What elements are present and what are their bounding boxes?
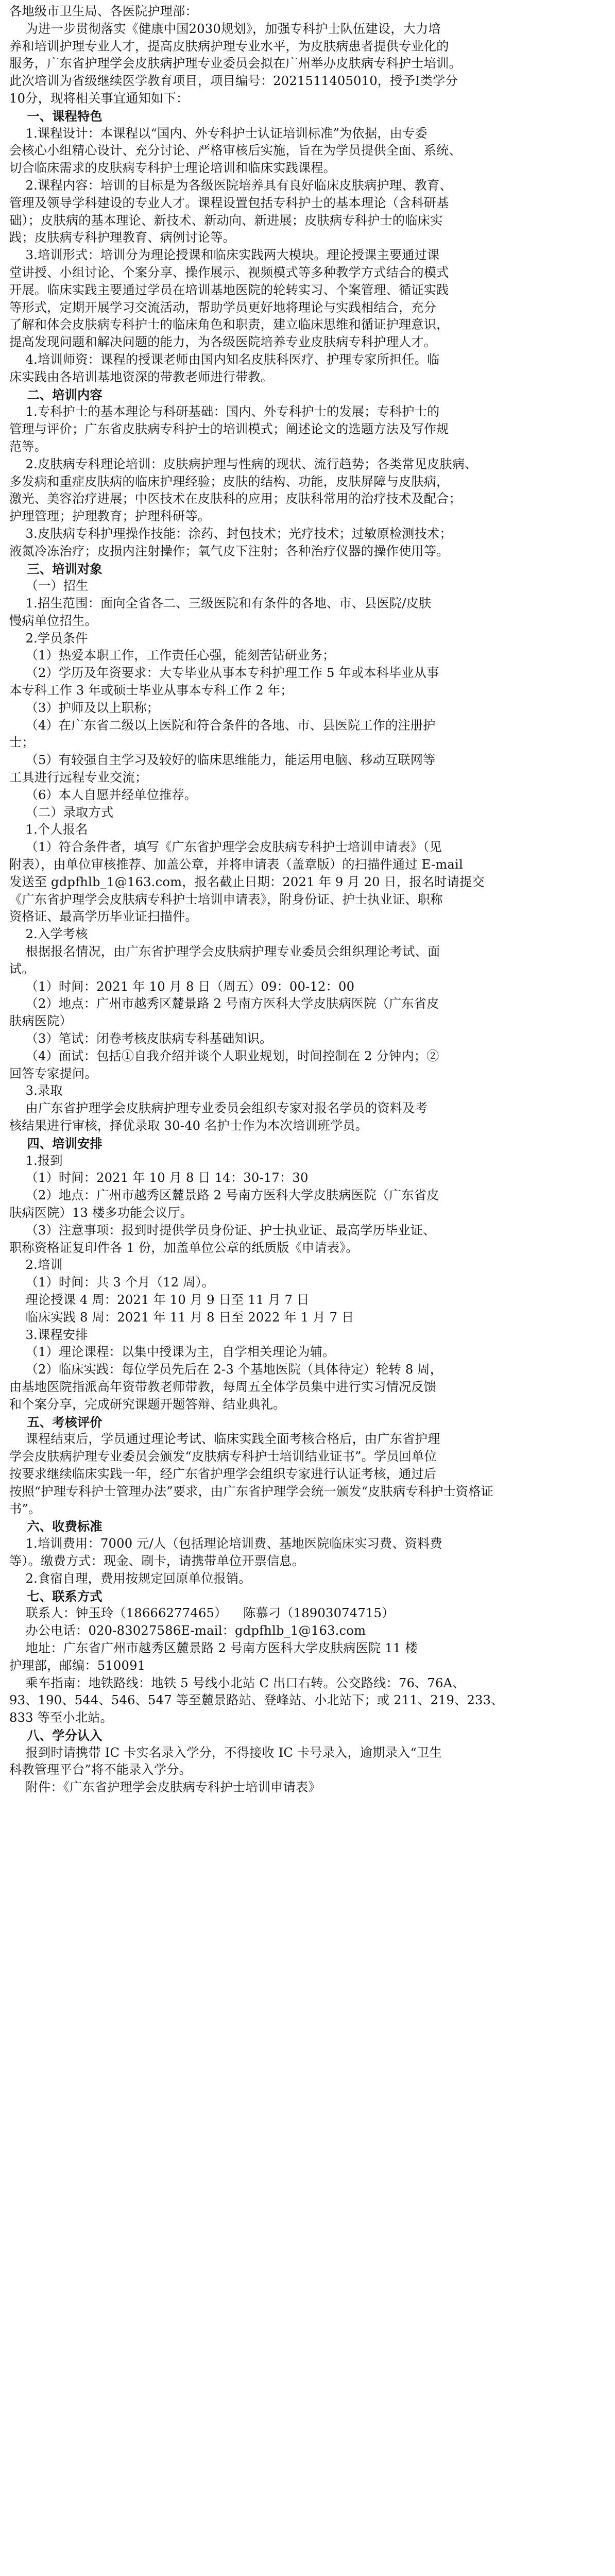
text-line: 此次培训为省级继续医学教育项目，项目编号：2021511405010，授予Ⅰ类学分 <box>9 74 458 89</box>
text-line: 六、收费标准 <box>9 1519 102 1534</box>
text-line: 四、培训安排 <box>9 1136 102 1151</box>
text-line: 2.入学考核 <box>9 927 88 942</box>
text-line: 发送至 gdpfhlb_1@163.com，报名截止日期：2021 年 9 月 20 日，报名时请提交 <box>9 874 485 889</box>
text-line: 2.课程内容：培训的目标是为各级医院培养具有良好临床皮肤病护理、教育、 <box>9 178 452 193</box>
text-line: 办公电话：020-83027586E-mail：gdpfhlb_1@163.com <box>9 1623 366 1638</box>
text-line: 2.食宿自理，费用按规定回原单位报销。 <box>9 1571 251 1586</box>
text-line: 2.培训 <box>9 1258 63 1273</box>
text-line: 一、课程特色 <box>9 108 102 124</box>
text-line: （5）有较强自主学习及较好的临床思维能力，能运用电脑、移动互联网等 <box>9 753 436 768</box>
text-line: 础）；皮肤病的基本理论、新技术、新动向、新进展；皮肤病专科护士的临床实 <box>9 213 443 228</box>
text-line: （1）符合条件者，填写《广东省护理学会皮肤病专科护士培训申请表》（见 <box>9 840 442 855</box>
text-line: 提高发现问题和解决问题的能力，为各级医院培养专业皮肤病专科护理人才。 <box>9 335 437 350</box>
text-line: 书”。 <box>9 1501 41 1516</box>
text-line: （2）临床实践：每位学员先后在 2-3 个基地医院（具体待定）轮转 8 周， <box>9 1362 443 1377</box>
text-line: 各地级市卫生局、各医院护理部： <box>9 4 198 19</box>
text-line: 试。 <box>9 961 35 976</box>
text-line: 93、190、544、546、547 等至麓景路站、登峰站、小北站下；或 211、219、233、 <box>9 1693 504 1708</box>
text-line: （2）地点：广州市越秀区麓景路 2 号南方医科大学皮肤病医院（广东省皮 <box>9 1188 439 1203</box>
text-line: 3.皮肤病专科护理操作技能：涂药、封包技术；光疗技术；过敏原检测技术； <box>9 526 452 541</box>
text-line: 切合临床需求的皮肤病专科护士理论培训和临床实践课程。 <box>9 161 336 176</box>
text-line: 3.培训形式：培训分为理论授课和临床实践两大模块。理论授课主要通过课 <box>9 248 440 263</box>
text-line: 1.个人报名 <box>9 822 88 837</box>
text-line: 肤病医院） <box>9 1014 72 1029</box>
text-line: （1）热爱本职工作，工作责任心强，能刻苦钻研业务； <box>9 648 335 663</box>
text-line: 10分，现将相关事宜通知如下： <box>9 91 189 106</box>
text-line: 1.招生范围：面向全省各二、三级医院和有条件的各地、市、县医院/皮肤 <box>9 596 432 611</box>
text-line: 多发病和重症皮肤病的临床护理经验；皮肤的结构、功能，皮肤屏障与皮肤病， <box>9 474 449 489</box>
text-line: 慢病单位招生。 <box>9 613 97 628</box>
text-line: 二、培训内容 <box>9 387 102 402</box>
text-line: 科教管理平台”将不能录入学分。 <box>9 1762 192 1777</box>
text-line: 管理与评价；广东省皮肤病专科护士的培训模式；阐述论文的选题方法及写作规 <box>9 422 449 437</box>
text-line: （1）理论课程：以集中授课为主，自学相关理论为辅。 <box>9 1345 335 1360</box>
text-line: 乘车指南：地铁路线：地铁 5 号线小北站 C 出口右转。公交路线：76、76A、 <box>9 1675 465 1690</box>
text-line: （6）本人自愿并经单位推荐。 <box>9 787 197 802</box>
text-line: 《广东省护理学会皮肤病专科护士培训申请表》，附身份证、护士执业证、职称 <box>9 892 443 907</box>
text-line: 士； <box>9 735 35 750</box>
text-line: （3）护师及以上职称； <box>9 700 160 715</box>
text-line: 课程结束后，学员通过理论考试、临床实践全面考核合格后，由广东省护理 <box>9 1432 440 1447</box>
text-line: 根据报名情况，由广东省护理学会皮肤病护理专业委员会组织理论考试、面 <box>9 944 440 959</box>
text-line: 3.课程安排 <box>9 1327 88 1342</box>
text-line: 回答专家提问。 <box>9 1066 97 1081</box>
text-line: 肤病医院）13 楼多功能会议厅。 <box>9 1205 193 1220</box>
text-line: 工具进行远程专业交流； <box>9 770 148 785</box>
text-line: （2）学历及年资要求：大专毕业从事本专科护理工作 5 年或本科毕业从事 <box>9 666 439 681</box>
text-line: 激光、美容治疗进展；中医技术在皮肤科的应用；皮肤科常用的治疗技术及配合； <box>9 492 462 506</box>
text-line: 护理部，邮编：510091 <box>9 1658 146 1673</box>
text-line: 联系人：钟玉玲（18666277465） 陈慕刁（18903074715） <box>9 1606 395 1621</box>
text-line: 开展。临床实践主要通过学员在培训基地医院的轮转实习、个案管理、循证实践 <box>9 282 449 297</box>
text-line: 八、学分认入 <box>9 1727 102 1743</box>
text-line: 地址：广东省广州市越秀区麓景路 2 号南方医科大学皮肤病医院 11 楼 <box>9 1640 418 1655</box>
text-line: 4.培训师资：课程的授课老师由国内知名皮肤科医疗、护理专家所担任。临 <box>9 352 440 367</box>
text-line: 管理及领导学科建设的专业人才。课程设置包括专科护士的基本理论（含科研基 <box>9 195 449 210</box>
text-line: 职称资格证复印件各 1 份，加盖单位公章的纸质版《申请表》。 <box>9 1240 358 1255</box>
text-line: 践；皮肤病专科护理教育、病例讨论等。 <box>9 230 235 245</box>
text-line: 七、联系方式 <box>9 1588 102 1604</box>
text-line: 附表），由单位审核推荐、加盖公章，并将申请表（盖章版）的扫描件通过 E-mail <box>9 857 463 872</box>
text-line: 范等。 <box>9 439 47 454</box>
text-line: 会核心小组精心设计、充分讨论、严格审核后实施，旨在为学员提供全面、系统、 <box>9 143 462 158</box>
text-line: 按照“护理专科护士管理办法”要求，由广东省护理学会统一颁发“皮肤病专科护士资格证 <box>9 1484 494 1499</box>
text-line: 护理管理；护理教育；护理科研等。 <box>9 509 211 524</box>
text-line: 服务，广东省护理学会皮肤病护理专业委员会拟在广州举办皮肤病专科护士培训。 <box>9 56 462 71</box>
text-line: （1）时间：共 3 个月（12 周）。 <box>9 1275 215 1290</box>
text-line: （一）招生 <box>9 579 89 594</box>
text-line: （1）时间：2021 年 10 月 8 日（周五）09：00-12：00 <box>9 979 355 994</box>
text-line: 按要求继续临床实践一年，经广东省护理学会组织专家进行认证考核，通过后 <box>9 1466 437 1481</box>
text-line: 3.录取 <box>9 1083 63 1098</box>
text-line: 本专科工作 3 年或硕士毕业从事本专科工作 2 年； <box>9 683 293 698</box>
text-line: （二）录取方式 <box>9 805 114 820</box>
text-line: 由基地医院指派高年资带教老师带教，每周五全体学员集中进行实习情况反馈 <box>9 1379 437 1394</box>
text-line: 临床实践 8 周：2021 年 11 月 8 日至 2022 年 1 月 7 日 <box>9 1310 354 1325</box>
text-line: 液氮冷冻治疗；皮损内注射操作；氧气皮下注射；各种治疗仪器的操作使用等。 <box>9 544 449 558</box>
text-line: 1.报到 <box>9 1153 63 1168</box>
notice-body <box>9 3 603 1797</box>
text-line: 为进一步贯彻落实《健康中国2030规划》，加强专科护士队伍建设，大力培 <box>9 21 441 36</box>
text-line: 养和培训护理专业人才，提高皮肤病护理专业水平，为皮肤病患者提供专业化的 <box>9 39 449 54</box>
text-line: 2.皮肤病专科理论培训：皮肤病护理与性病的现状、流行趋势；各类常见皮肤病、 <box>9 456 477 471</box>
text-line: 堂讲授、小组讨论、个案分享、操作展示、视频模式等多种教学方式结合的模式 <box>9 265 449 280</box>
text-line: 等）。缴费方式：现金、刷卡，请携带单位开票信息。 <box>9 1553 305 1568</box>
text-line: （4）面试：包括①自我介绍并谈个人职业规划，时间控制在 2 分钟内；② <box>9 1048 439 1063</box>
text-line: 和个案分享，完成研究课题开题答辩、结业典礼。 <box>9 1397 286 1412</box>
text-line: 等形式，定期开展学习交流活动，帮助学员更好地将理论与实践相结合，充分 <box>9 300 437 315</box>
text-line: 1.培训费用：7000 元/人（包括理论培训费、基地医院临床实习费、资料费 <box>9 1536 442 1551</box>
text-line: （3）注意事项：报到时提供学员身份证、护士执业证、最高学历毕业证、 <box>9 1223 436 1238</box>
text-line: 学会皮肤病护理专业委员会颁发“皮肤病专科护士培训结业证书”。学员回单位 <box>9 1449 437 1464</box>
text-line: 资格证、最高学历毕业证扫描件。 <box>9 909 198 924</box>
text-line: （4）在广东省二级以上医院和符合条件的各地、市、县医院工作的注册护 <box>9 718 436 733</box>
text-line: 核结果进行审核，择优录取 30-40 名护士作为本次培训班学员。 <box>9 1118 368 1133</box>
text-line: 五、考核评价 <box>9 1414 102 1430</box>
text-line: （3）笔试：闭卷考核皮肤病专科基础知识。 <box>9 1031 272 1046</box>
text-line: 833 等至小北站。 <box>9 1710 113 1725</box>
text-line: 理论授课 4 周：2021 年 10 月 9 日至 11 月 7 日 <box>9 1292 310 1307</box>
text-line: 了解和体会皮肤病专科护士的临床角色和职责，建立临床思维和循证护理意识， <box>9 317 449 332</box>
text-line: 报到时请携带 IC 卡实名录入学分，不得接收 IC 卡号录入，逾期录入“卫生 <box>9 1745 442 1760</box>
text-line: 1.专科护士的基本理论与科研基础：国内、外专科护士的发展；专科护士的 <box>9 404 440 419</box>
text-line: 由广东省护理学会皮肤病护理专业委员会组织专家对报名学员的资料及考 <box>9 1101 428 1116</box>
text-line: （2）地点：广州市越秀区麓景路 2 号南方医科大学皮肤病医院（广东省皮 <box>9 996 439 1011</box>
text-line: 三、培训对象 <box>9 561 102 577</box>
text-line: 床实践由各培训基地资深的带教老师进行带教。 <box>9 369 274 384</box>
text-line: 附件：《广东省护理学会皮肤病专科护士培训申请表》 <box>9 1780 321 1795</box>
text-line: 1.课程设计：本课程以“国内、外专科护士认证培训标准”为依据，由专委 <box>9 126 428 141</box>
text-line: 2.学员条件 <box>9 631 88 646</box>
text-line: （1）时间：2021 年 10 月 8 日 14：30-17：30 <box>9 1171 309 1185</box>
